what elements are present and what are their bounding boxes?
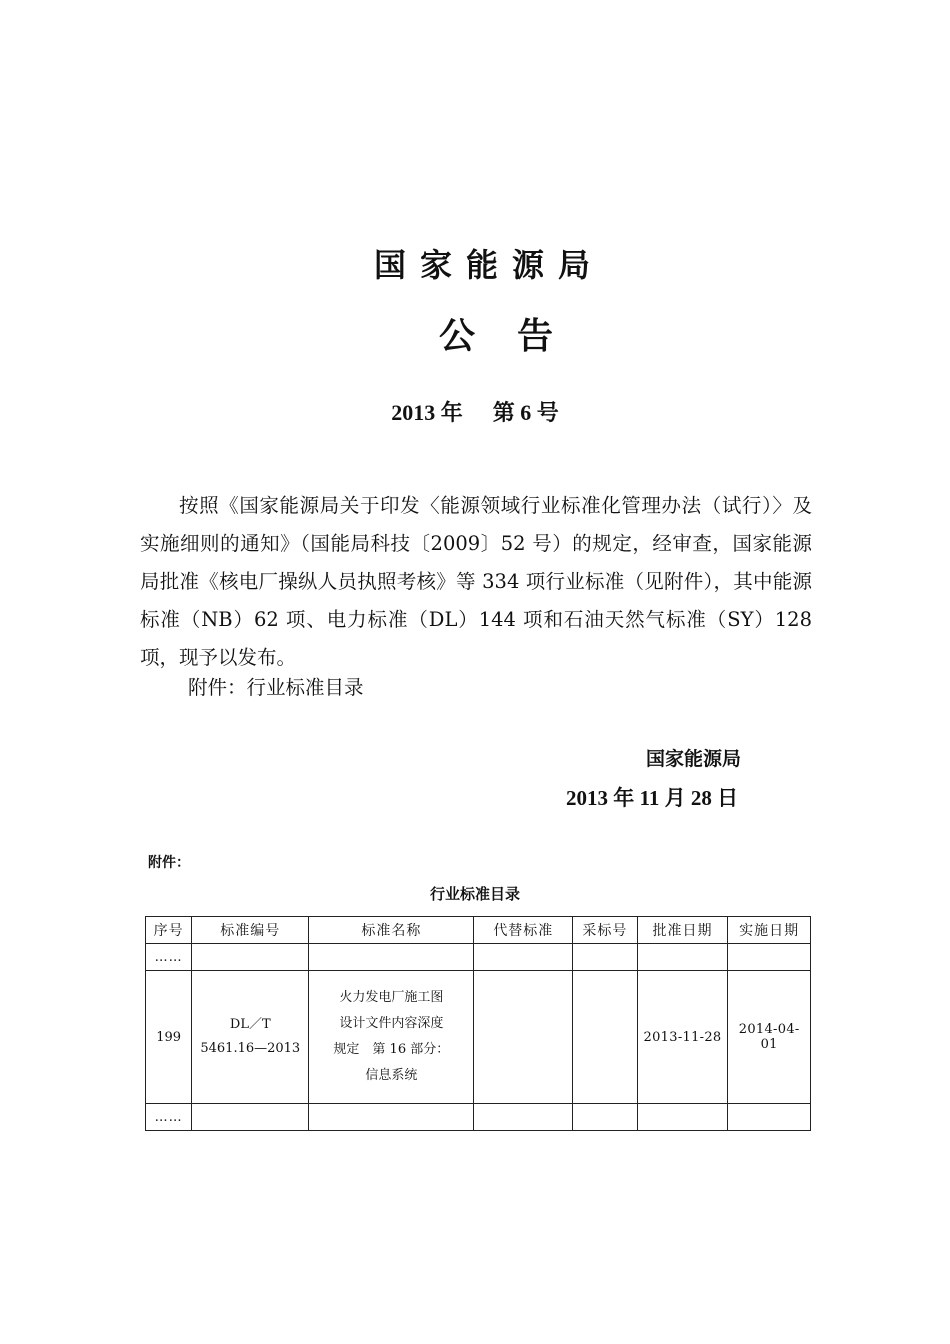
notice-body-paragraph: 按照《国家能源局关于印发〈能源领域行业标准化管理办法（试行）〉及实施细则的通知》（国能局科技〔2009〕52 号）的规定，经审查，国家能源局批准《核电厂操纵人员执照考核》等 334 项行业标准（见附件），其中能源标准（NB）62 项、电力标准（DL）144 项和石油天然气标准（SY）128 项，现予以发布。: [140, 494, 812, 669]
effective-date-cell: 2014-04-01: [728, 971, 811, 1104]
seq-cell: 199: [146, 971, 192, 1104]
column-header-adopted: 采标号: [573, 917, 637, 944]
standard-name-line: 火力发电厂施工图: [339, 990, 444, 1005]
replaces-cell: [474, 971, 573, 1104]
column-header-effective: 实施日期: [728, 917, 811, 944]
standards-table: [145, 916, 811, 1131]
standard-name-cell: [309, 971, 474, 1104]
table-row-ellipsis-top: [146, 944, 811, 971]
column-header-seq: 序号: [146, 917, 192, 944]
approved-date-cell: 2013-11-28: [637, 971, 728, 1104]
table-row: [146, 971, 811, 1104]
standard-name-line: 信息系统: [365, 1068, 418, 1083]
table-row-ellipsis-bottom: [146, 1104, 811, 1131]
standard-code-line: DL／T: [229, 1017, 271, 1032]
column-header-code: 标准编号: [192, 917, 309, 944]
agency-title: 国家能源局: [373, 246, 604, 284]
ellipsis-cell: ……: [146, 944, 192, 971]
signature-date: 2013 年 11 月 28 日: [566, 786, 739, 810]
column-header-replaces: 代替标准: [474, 917, 573, 944]
column-header-approved: 批准日期: [637, 917, 728, 944]
notice-title: 公告: [438, 316, 595, 357]
attachment-label: 附件：: [148, 855, 190, 871]
signature-org: 国家能源局: [646, 748, 742, 770]
table-header-row: [146, 917, 811, 944]
adopted-cell: [573, 971, 637, 1104]
standard-code-line: 5461.16—2013: [200, 1041, 301, 1056]
ellipsis-cell: ……: [146, 1104, 192, 1131]
notice-number: [0, 396, 950, 427]
notice-year: 2013 年: [391, 400, 463, 425]
standard-name-line: 设计文件内容深度: [339, 1016, 444, 1031]
attachment-reference: 附件：行业标准目录: [188, 676, 364, 699]
standard-name-line: 规定 第 16 部分：: [333, 1042, 450, 1057]
column-header-name: 标准名称: [309, 917, 474, 944]
standards-list-title: 行业标准目录: [429, 885, 520, 903]
notice-issue: 第 6 号: [492, 400, 559, 425]
standard-code-cell: [192, 971, 309, 1104]
